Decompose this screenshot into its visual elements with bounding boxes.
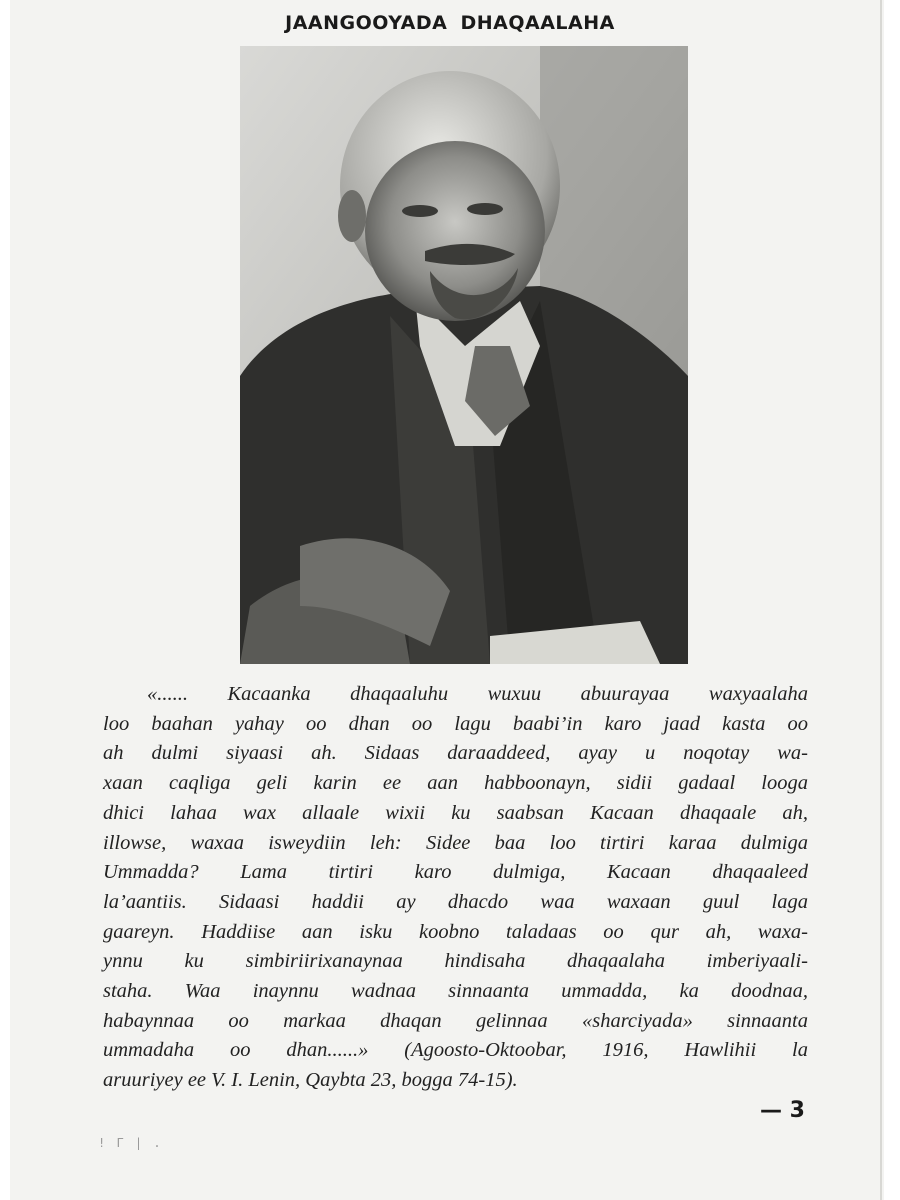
quote-line: Ummadda? Lama tirtiri karo dulmiga, Kacaan dhaqaaleed (103, 861, 808, 884)
quote-line: gaareyn. Haddiise aan isku koobno taladaas oo qur ah, waxa- (103, 920, 808, 943)
running-header: JAANGOOYADA DHAQAALAHA (285, 12, 615, 34)
right-margin (884, 0, 900, 1200)
quote-line: ummadaha oo dhan......» (Agoosto-Oktoobar, 1916, Hawlihii la (103, 1039, 808, 1062)
page-number: — 3 (760, 1098, 805, 1123)
quote-paragraph (103, 680, 808, 1096)
quote-line: loo baahan yahay oo dhan oo lagu baabi’in karo jaad kasta oo (103, 712, 808, 735)
quote-line: ynnu ku simbiriirixanaynaa hindisaha dhaqaalaha imberiyaali- (103, 950, 808, 973)
page-edge (880, 0, 882, 1200)
quote-line: «...... Kacaanka dhaqaaluhu wuxuu abuurayaa waxyaalaha (147, 683, 808, 705)
portrait-photo (240, 46, 688, 664)
quote-line: la’aantiis. Sidaasi haddii ay dhacdo waa waxaan guul laga (103, 890, 808, 913)
quote-line: illowse, waxaa isweydiin leh: Sidee baa loo tirtiri karaa dulmiga (103, 831, 808, 854)
quote-line: xaan caqliga geli karin ee aan habboonayn, sidii gadaal looga (103, 772, 808, 795)
quote-line: habaynnaa oo markaa dhaqan gelinnaa «sharciyada» sinnaanta (103, 1009, 808, 1032)
portrait-image (240, 46, 688, 664)
quote-line: dhici lahaa wax allaale wixii ku saabsan Kacaan dhaqaale ah, (103, 801, 808, 824)
library-stamp: ! Γ | . (98, 1136, 163, 1150)
quote-line: aruuriyey ee V. I. Lenin, Qaybta 23, bogga 74-15). (103, 1069, 518, 1092)
quote-line: staha. Waa inaynnu wadnaa sinnaanta ummadda, ka doodnaa, (103, 980, 808, 1003)
left-margin (0, 0, 10, 1200)
quote-line: ah dulmi siyaasi ah. Sidaas daraaddeed, ayay u noqotay wa- (103, 742, 808, 765)
